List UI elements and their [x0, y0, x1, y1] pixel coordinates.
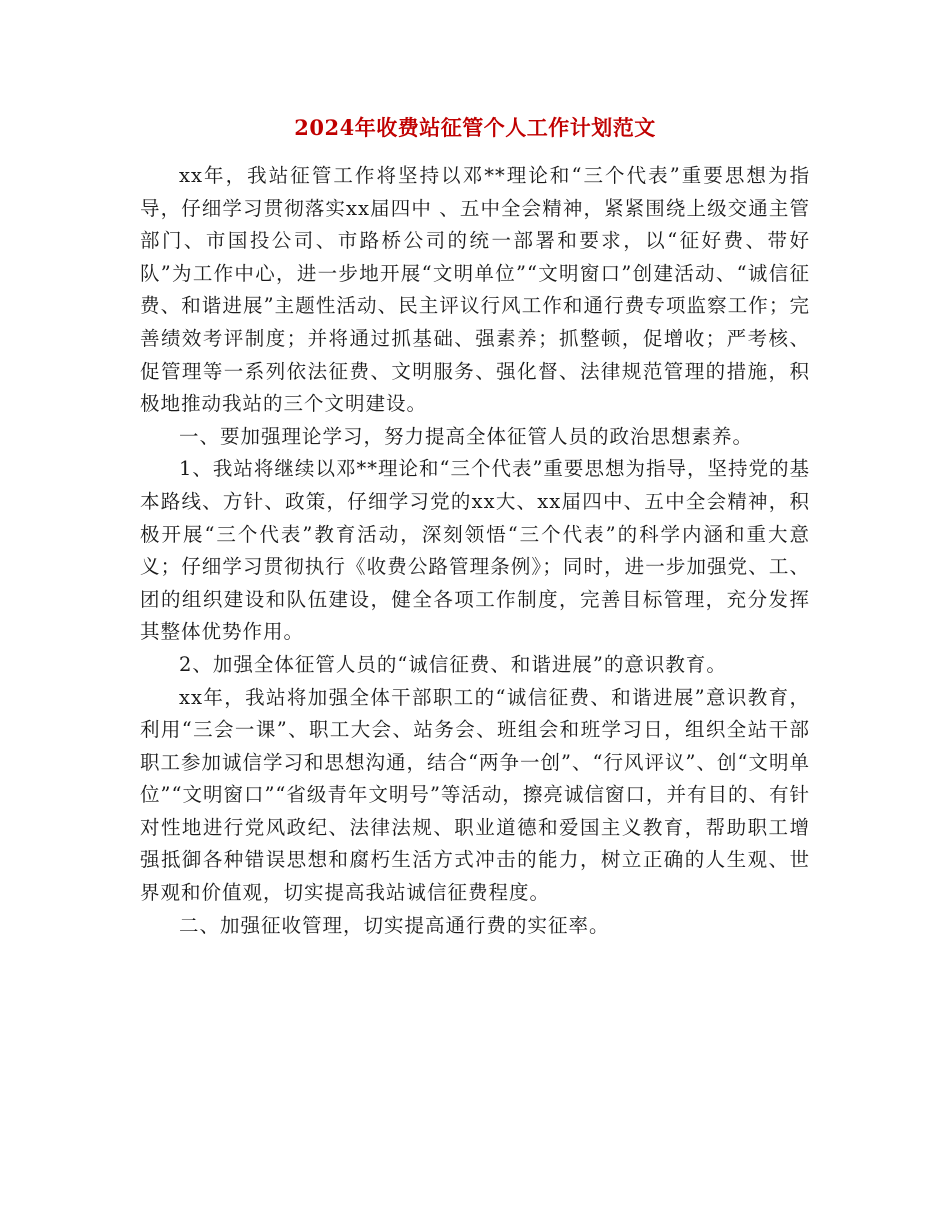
body-paragraph-2: xx年，我站将加强全体干部职工的“诚信征费、和谐进展”意识教育，利用“三会一课”、职工大会、站务会、班组会和班学习日，组织全站干部职工参加诚信学习和思想沟通，结合“两争一创”、“行风评议”、创“文明单位”“文明窗口”“省级青年文明号”等活动，擦亮诚信窗口，并有目的、有针对性地进行党风政纪、法律法规、职业道德和爱国主义教育，帮助职工增强抵御各种错误思想和腐朽生活方式冲击的能力，树立正确的人生观、世界观和价值观，切实提高我站诚信征费程度。 [140, 685, 810, 905]
section-heading-2: 二、加强征收管理，切实提高通行费的实征率。 [179, 913, 610, 937]
section-heading-1: 一、要加强理论学习，努力提高全体征管人员的政治思想素养。 [179, 424, 754, 448]
body-paragraph-intro: xx年，我站征管工作将坚持以邓**理论和“三个代表”重要思想为指导，仔细学习贯彻落实xx届四中 、五中全会精神，紧紧围绕上级交通主管部门、市国投公司、市路桥公司的统一部署和要求，以“征好费、带好队”为工作中心，进一步地开展“文明单位”“文明窗口”创建活动、“诚信征费、和谐进展”主题性活动、民主评议行风工作和通行费专项监察工作；完善绩效考评制度；并将通过抓基础、强素养；抓整顿，促增收；严考核、促管理等一系列依法征费、文明服务、强化督、法律规范管理的措施，积极地推动我站的三个文明建设。 [140, 164, 810, 416]
body-paragraph-1-1: 1、我站将继续以邓**理论和“三个代表”重要思想为指导，坚持党的基本路线、方针、政策，仔细学习党的xx大、xx届四中、五中全会精神，积极开展“三个代表”教育活动，深刻领悟“三个代表”的科学内涵和重大意义；仔细学习贯彻执行《收费公路管理条例》；同时，进一步加强党、工、团的组织建设和队伍建设，健全各项工作制度，完善目标管理，充分发挥其整体优势作用。 [140, 457, 810, 644]
document-title: 2024年收费站征管个人工作计划范文 [294, 115, 656, 140]
subsection-heading-2: 2、加强全体征管人员的“诚信征费、和谐进展”的意识教育。 [179, 652, 727, 676]
